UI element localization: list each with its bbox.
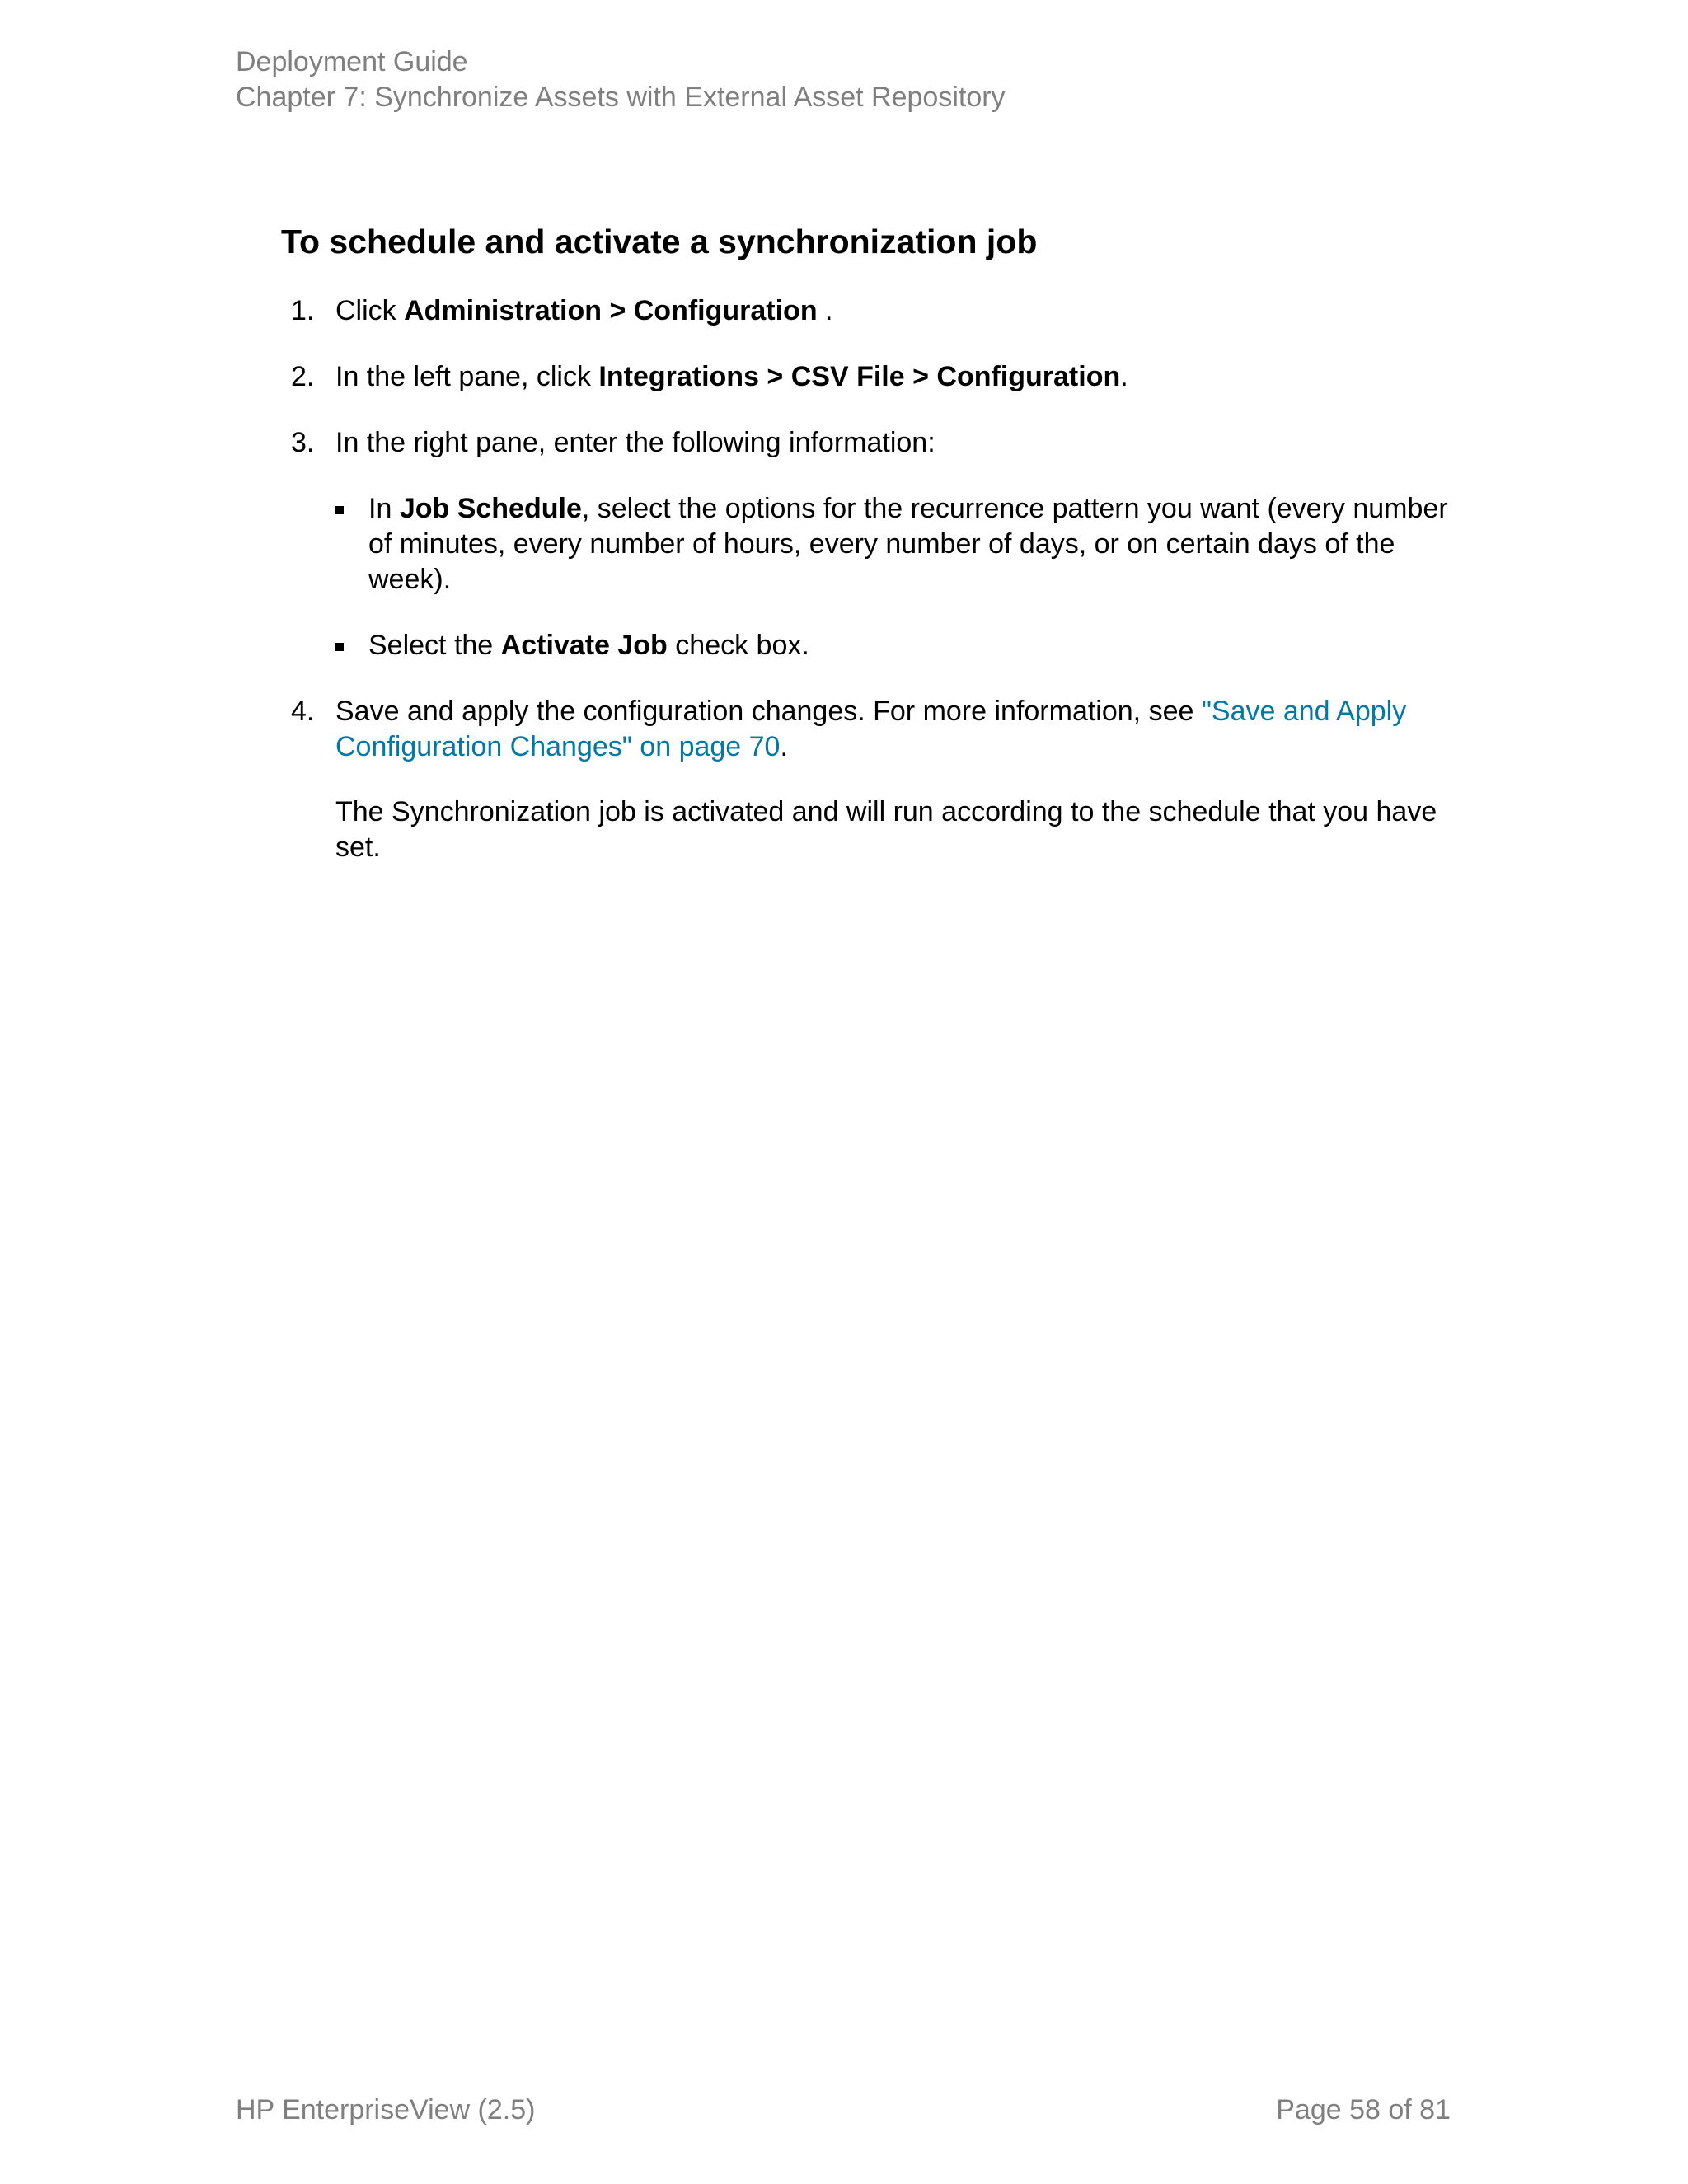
square-bullet-icon [335,643,344,651]
ui-label-activate-job: Activate Job [500,630,668,661]
step-number: 2. [291,361,315,392]
ui-label-job-schedule: Job Schedule [399,493,582,524]
product-version: HP EnterpriseView (2.5) [236,2094,536,2125]
step-3 [281,425,1460,663]
step-number: 3. [291,427,315,458]
step-2 [281,359,1460,395]
step-text: Save and apply the configuration changes. For more information, see "Save and Apply Configuration Changes" on page 70. [335,696,1407,762]
square-bullet-icon [335,506,344,514]
step-text: In the left pane, click Integrations > CSV File > Configuration. [335,361,1128,392]
cross-reference-link[interactable]: "Save and Apply Configuration Changes" on page 70 [335,696,1407,762]
step-text: Click Administration > Configuration . [335,295,833,326]
page-number: Page 58 of 81 [1276,2094,1451,2125]
page-header [236,45,1006,115]
document-title: Deployment Guide [236,46,468,77]
step-4 [281,694,1460,865]
step-text: In the right pane, enter the following information: [335,427,935,458]
page-footer [236,2093,1451,2128]
section-heading: To schedule and activate a synchronization job [281,223,1038,260]
step-number: 1. [291,295,315,326]
ui-path-integrations-csv-configuration: Integrations > CSV File > Configuration [598,361,1121,392]
step-result-note: The Synchronization job is activated and will run according to the schedule that you have set. [335,796,1437,863]
sub-list [335,491,1460,663]
page-content [281,219,1460,896]
sub-item-activate-job: Select the Activate Job check box. [335,628,1460,663]
ui-path-administration-configuration: Administration > Configuration [404,295,818,326]
chapter-title: Chapter 7: Synchronize Assets with External Asset Repository [236,82,1006,113]
procedure-steps [281,293,1460,865]
step-number: 4. [291,696,315,727]
sub-item-job-schedule: In Job Schedule, select the options for the recurrence pattern you want (every number of minutes, every number of hours, every number of days, or on certain days of the week). [335,491,1460,598]
step-1 [281,293,1460,329]
